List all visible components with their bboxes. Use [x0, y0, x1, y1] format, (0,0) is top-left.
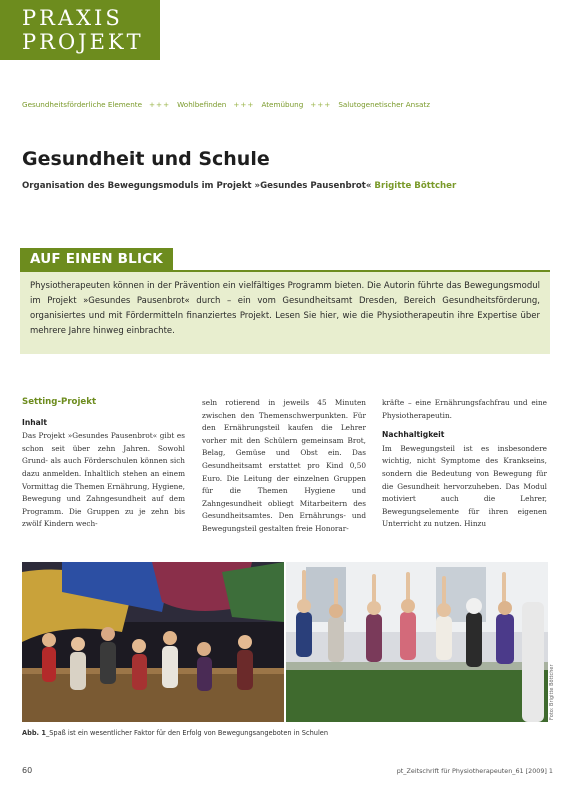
at-a-glance-text: Physiotherapeuten können in der Prävention ein vielfältiges Programm bieten. Die Autorin führte das Bewegungsmodul im Projekt »Gesundes Pausenbrot« durch – ein vom Gesundheitsamt Dresden, Bereich Gesundheitsförderung, organisiertes und mit Fördermitteln finanziertes Projekt. Lesen Sie hier, wie die Physiotherapeutin ihre Expertise über mehrere Jahre hinweg einbrachte.	[30, 281, 540, 336]
tag-separator: +++	[310, 100, 332, 109]
paragraph: Das Projekt »Gesundes Pausenbrot« gibt es schon seit über zehn Jahren. Sowohl Grund- als auch Förderschulen können sich dazu anmelden. Inhaltlich stehen an einem Vormittag die Themen Ernährung, Hygiene, Bewegung und Zahngesundheit auf dem Programm. Die Gruppen zu je zehn bis zwölf Kindern wech-	[22, 431, 185, 529]
at-a-glance-label: AUF EINEN BLICK	[20, 248, 173, 270]
paragraph: Im Bewegungsteil ist es insbesondere wichtig, nicht Symptome des Krankseins, sondern die Bedeutung von Bewegung für die Gesundheit hervorzuheben. Das Modul motiviert auch die Lehrer, Bewegungselemente für ihren eigenen Unterricht zu nutzen. Hinzu	[382, 443, 547, 529]
photo-credit	[549, 648, 559, 720]
keyword-tag: Salutogenetischer Ansatz	[338, 100, 430, 109]
paragraph: kräfte – eine Ernährungsfachfrau und eine Physiotherapeutin.	[382, 398, 547, 420]
subheading-inhalt: Inhalt	[22, 417, 47, 427]
caption-text: _Spaß ist ein wesentlicher Faktor für den Erfolg von Bewegungsangeboten in Schulen	[45, 729, 329, 737]
figure-caption	[22, 729, 328, 737]
page-number: 60	[22, 766, 33, 775]
section-heading: Setting-Projekt	[22, 397, 97, 407]
photo-illustration	[286, 562, 548, 722]
article-author: Brigitte Böttcher	[374, 181, 457, 191]
photo-illustration	[22, 562, 284, 722]
keyword-tags	[22, 100, 562, 109]
at-a-glance-box	[20, 270, 550, 354]
keyword-tag: Atemübung	[261, 100, 304, 109]
kicker-line-2: PROJEKT	[22, 30, 144, 54]
section-kicker	[0, 0, 160, 60]
article-title: Gesundheit und Schule	[22, 148, 270, 170]
subheading-nachhaltigkeit: Nachhaltigkeit	[382, 430, 445, 440]
keyword-tag: Wohlbefinden	[177, 100, 227, 109]
journal-footer: pt_Zeitschrift für Physiotherapeuten_61 [2009] 1	[396, 767, 553, 775]
photo-children-stretching	[286, 562, 548, 722]
photo-credit-text: Foto: Brigitte Böttcher	[549, 664, 555, 720]
caption-label: Abb. 1	[22, 729, 46, 737]
photo-children-parachute	[22, 562, 284, 722]
text-column-3	[382, 397, 547, 531]
article-subtitle	[22, 181, 456, 191]
text-column-2	[202, 397, 366, 536]
kicker-line-1: PRAXIS	[22, 6, 123, 30]
tag-separator: +++	[149, 100, 171, 109]
keyword-tag: Gesundheitsförderliche Elemente	[22, 100, 143, 109]
paragraph: seln rotierend in jeweils 45 Minuten zwischen den Themenschwerpunkten. Für den Ernährungsteil kaufen die Lehrer vorher mit den Schülern gemeinsam Brot, Belag, Gemüse und Obst ein. Das Gesundheitsamt erstattet pro Kind 0,50 Euro. Die Leitung der einzelnen Gruppen für die Themen Hygiene und Zahngesundheit obliegt Mitarbeitern des Gesundheitsamtes. Den Ernährungs- und Bewegungsteil gestalten freie Honorar-	[202, 398, 366, 533]
subtitle-text: Organisation des Bewegungsmoduls im Projekt »Gesundes Pausenbrot«	[22, 181, 372, 191]
tag-separator: +++	[233, 100, 255, 109]
text-column-1	[22, 396, 185, 531]
